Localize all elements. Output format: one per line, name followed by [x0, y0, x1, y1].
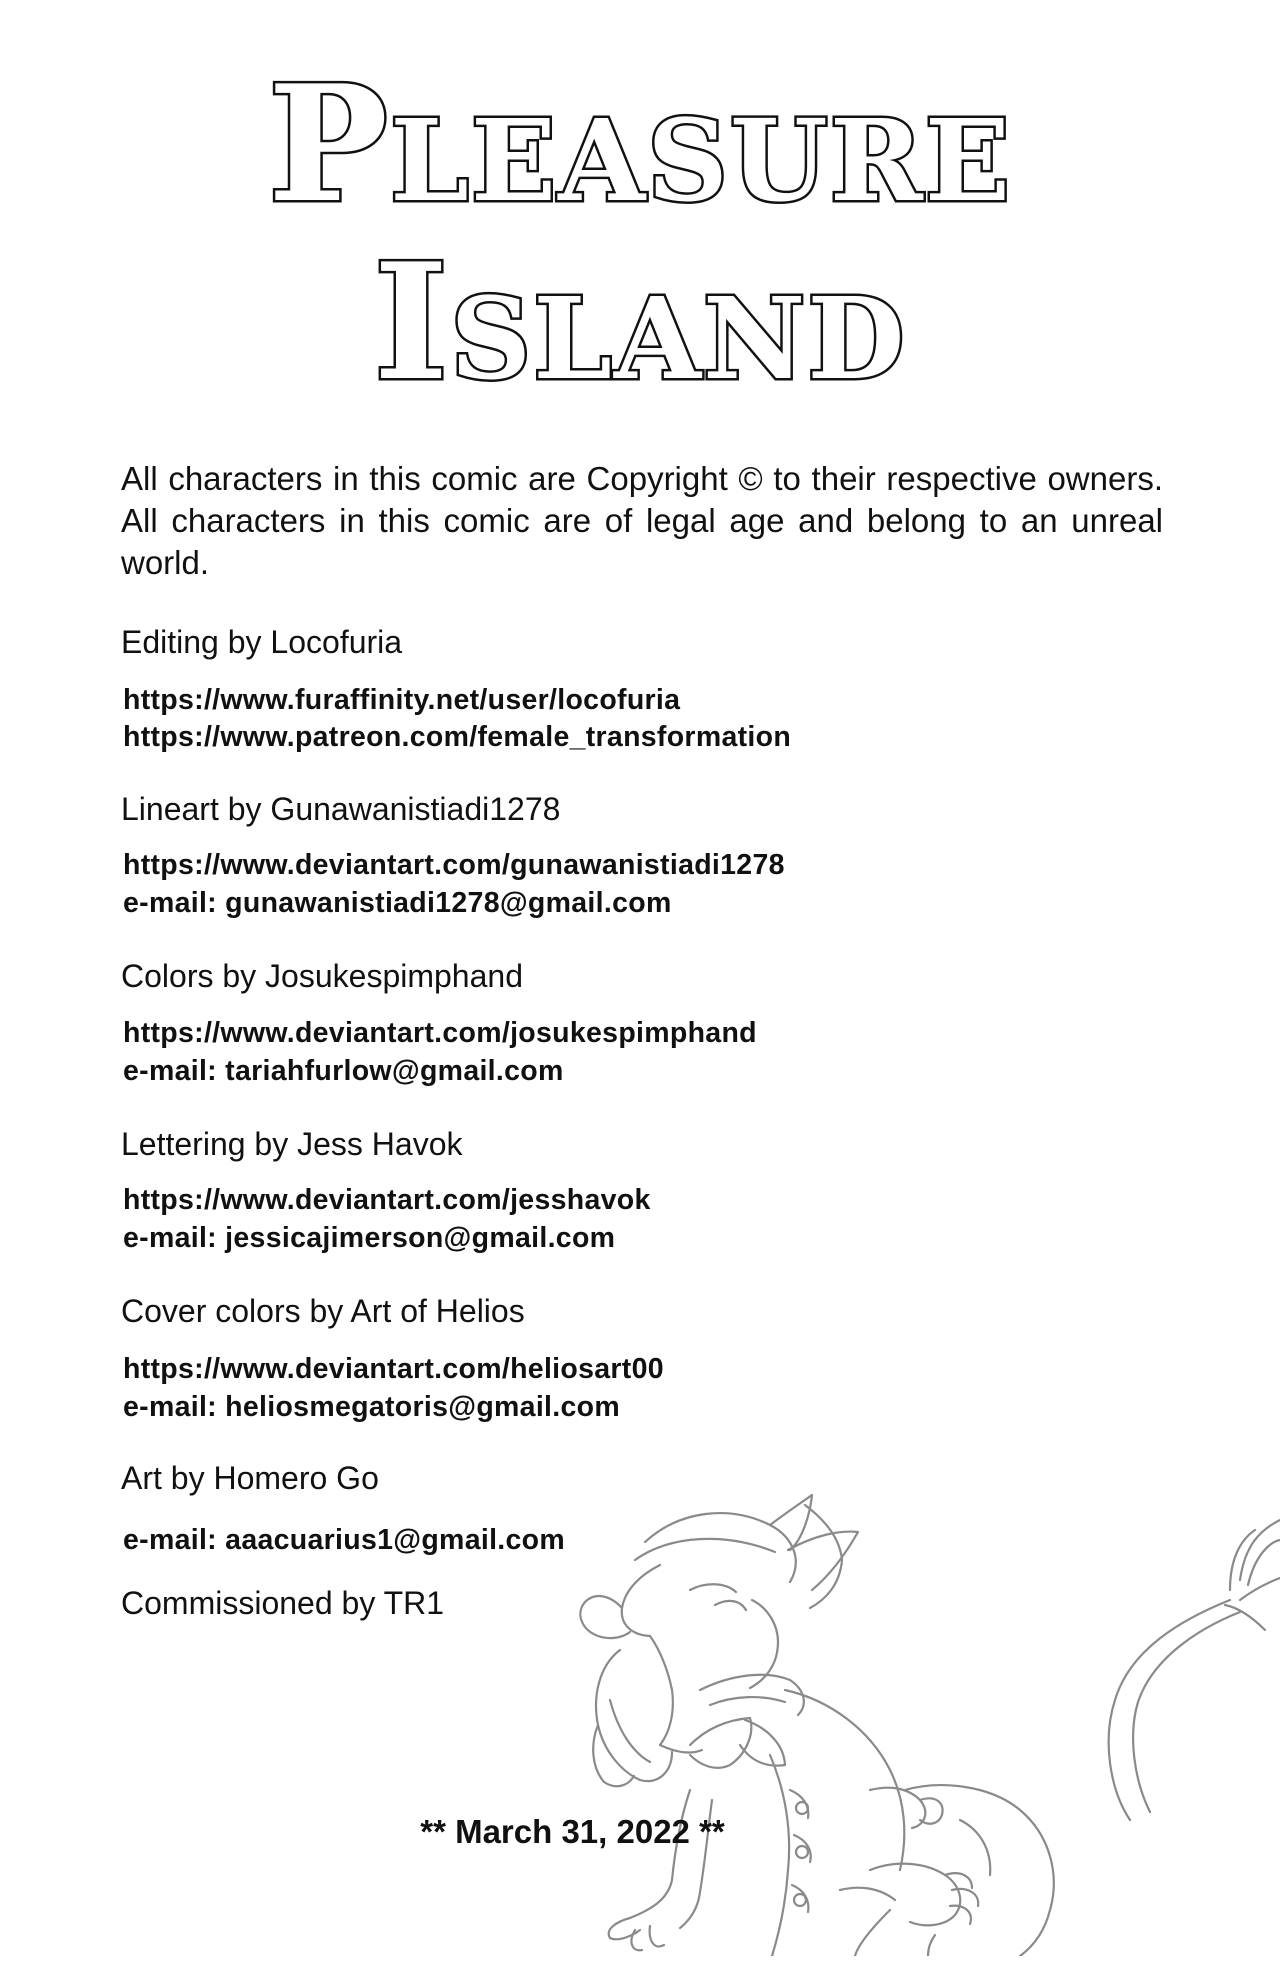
editing-link-furaffinity[interactable]: https://www.furaffinity.net/user/locofuria	[123, 684, 681, 716]
credit-lettering: Lettering by Jess Havok	[121, 1126, 463, 1162]
copyright-disclaimer: All characters in this comic are Copyright © to their respective owners. All characters in this comic are of legal age and belong to an unreal world.	[121, 460, 1163, 581]
credit-art: Art by Homero Go	[121, 1460, 379, 1496]
credit-editing: Editing by Locofuria	[121, 624, 403, 660]
credit-lineart: Lineart by Gunawanistiadi1278	[121, 791, 561, 827]
donkey-boy-lineart-icon	[540, 1490, 1280, 1956]
title-rest-1: LEASURE	[390, 96, 1013, 227]
lineart-email[interactable]: e-mail: gunawanistiadi1278@gmail.com	[123, 887, 672, 919]
title-line-1	[0, 50, 1280, 238]
lettering-email[interactable]: e-mail: jessicajimerson@gmail.com	[123, 1222, 616, 1254]
lineart-link-deviantart[interactable]: https://www.deviantart.com/gunawanistiadi1278	[123, 849, 785, 881]
colors-link-deviantart[interactable]: https://www.deviantart.com/josukespimphand	[123, 1017, 757, 1049]
title-rest-2: SLAND	[450, 274, 907, 405]
title-initial-1: P	[267, 50, 391, 238]
art-email[interactable]: e-mail: aaacuarius1@gmail.com	[123, 1524, 566, 1556]
release-date: ** March 31, 2022 **	[420, 1813, 725, 1850]
cover-colors-link-deviantart[interactable]: https://www.deviantart.com/heliosart00	[123, 1353, 664, 1385]
title-line-2	[0, 228, 1280, 416]
editing-link-patreon[interactable]: https://www.patreon.com/female_transformation	[123, 721, 792, 753]
colors-email[interactable]: e-mail: tariahfurlow@gmail.com	[123, 1055, 564, 1087]
credit-colors: Colors by Josukespimphand	[121, 958, 523, 994]
credit-cover-colors: Cover colors by Art of Helios	[121, 1293, 525, 1329]
lettering-link-deviantart[interactable]: https://www.deviantart.com/jesshavok	[123, 1184, 651, 1216]
commission-credit: Commissioned by TR1	[121, 1585, 445, 1621]
cover-colors-email[interactable]: e-mail: heliosmegatoris@gmail.com	[123, 1391, 620, 1423]
title-initial-2: I	[373, 228, 451, 416]
